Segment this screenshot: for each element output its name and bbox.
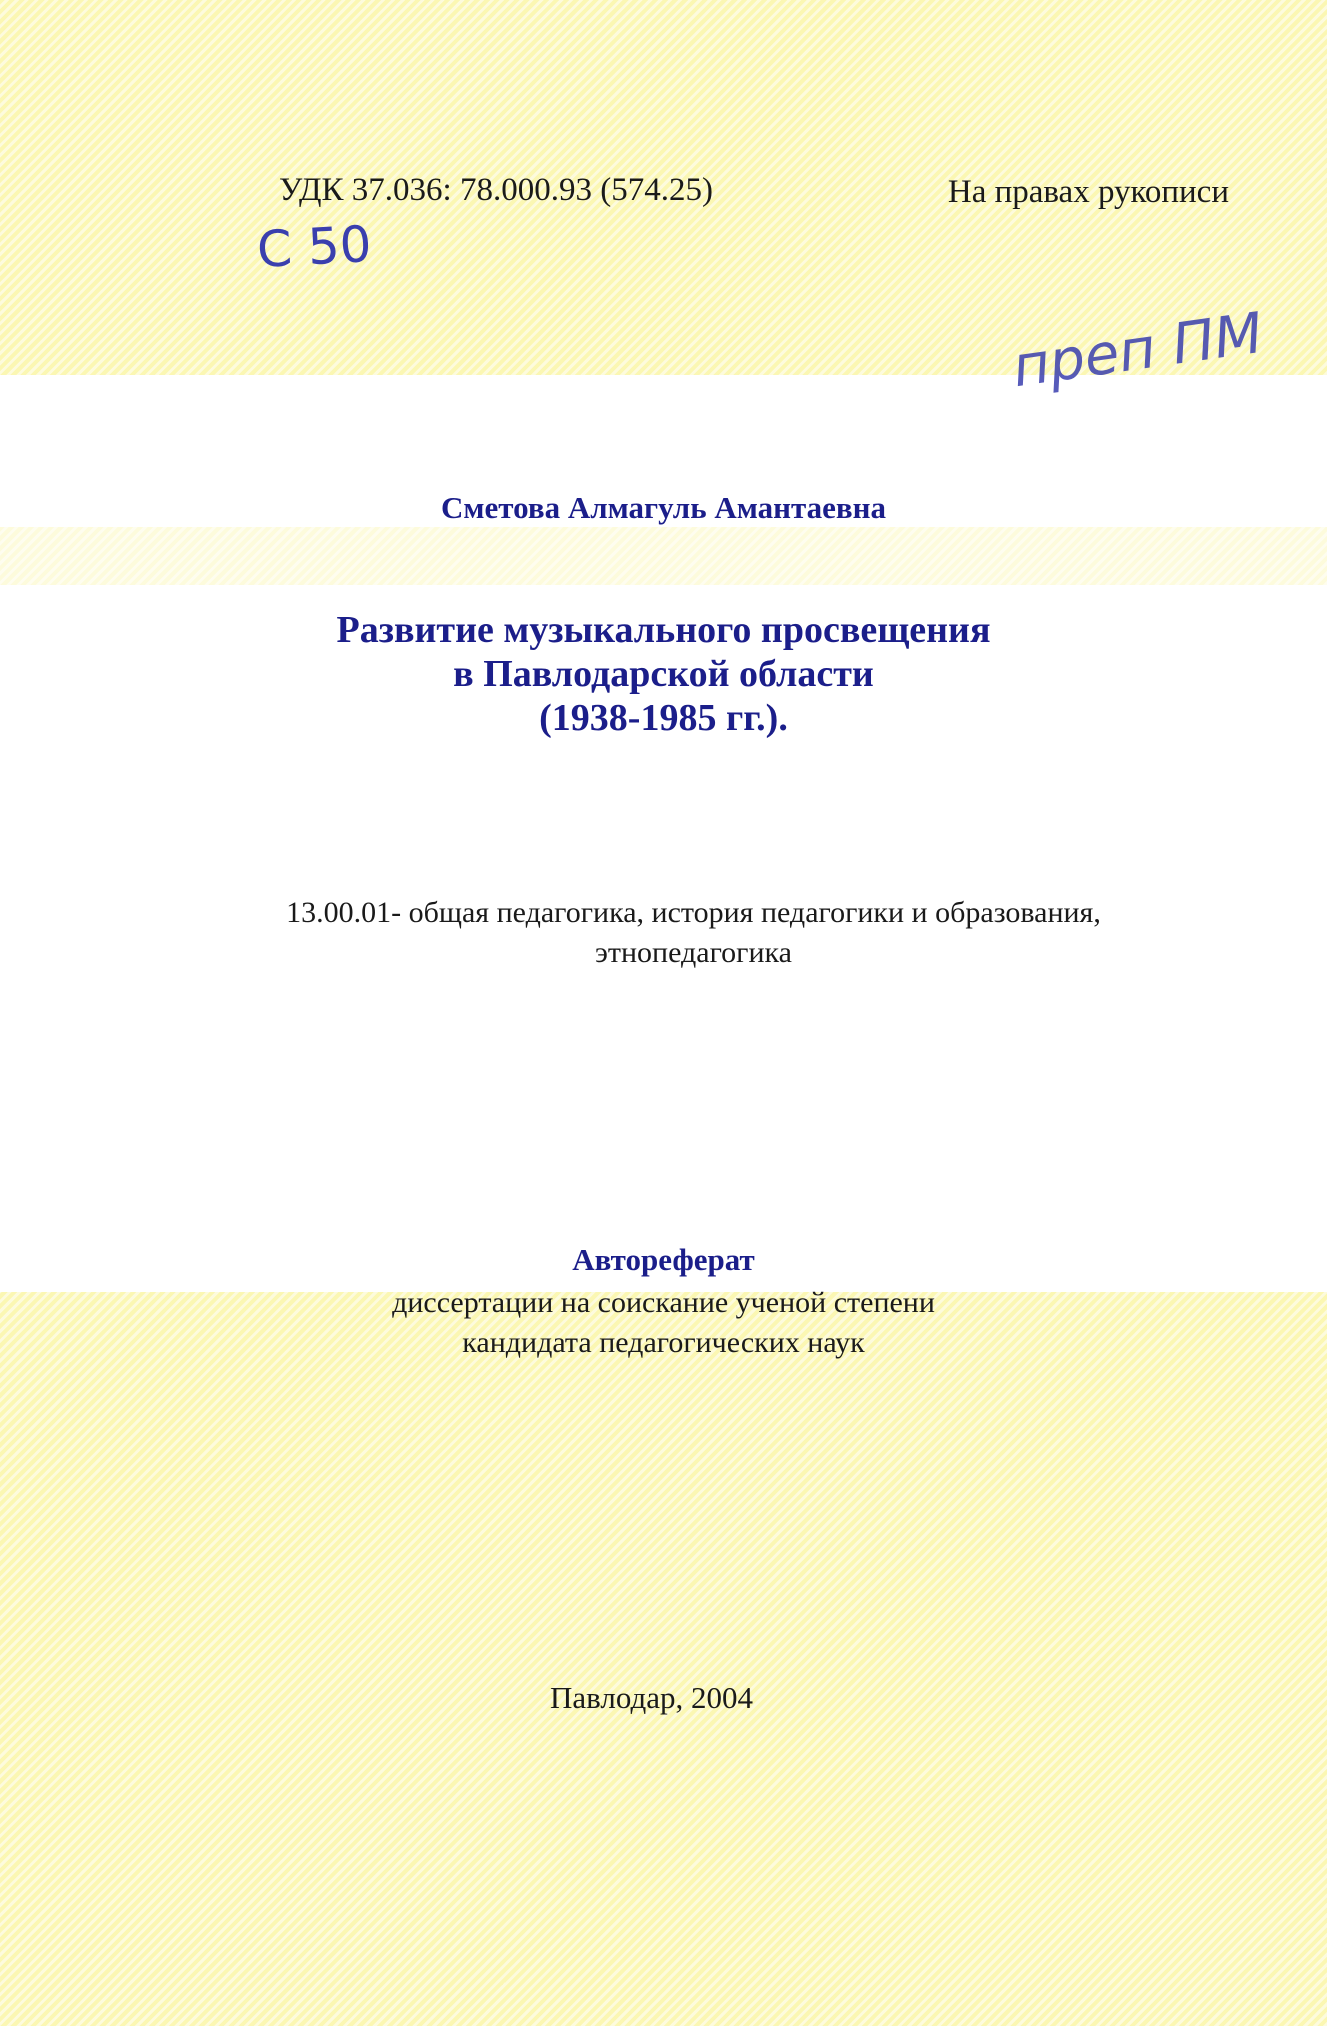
imprint-place-year: Павлодар, 2004 bbox=[550, 1680, 753, 1715]
title-line-1: Развитие музыкального просвещения bbox=[336, 609, 991, 651]
author-name: Сметова Алмагуль Амантаевна bbox=[441, 490, 886, 525]
degree-line-1: диссертации на соискание ученой степени bbox=[392, 1286, 935, 1319]
specialty-line-2: этнопедагогика bbox=[595, 936, 792, 969]
handwritten-code: C 50 bbox=[255, 215, 373, 279]
specialty bbox=[30, 893, 1327, 973]
yellow-band-middle bbox=[0, 527, 1327, 585]
udk-code: УДК 37.036: 78.000.93 (574.25) bbox=[279, 172, 713, 208]
title-line-3: (1938-1985 гг.). bbox=[539, 697, 788, 739]
work-kind: Автореферат bbox=[572, 1242, 755, 1277]
title-line-2: в Павлодарской области bbox=[453, 653, 874, 695]
degree-line-2: кандидата педагогических наук bbox=[462, 1326, 865, 1359]
document-title bbox=[0, 608, 1327, 740]
rights-notice: На правах рукописи bbox=[947, 174, 1229, 210]
specialty-line-1: 13.00.01- общая педагогика, история педагогики и образования, bbox=[286, 896, 1101, 929]
yellow-band-bottom bbox=[0, 1292, 1327, 2026]
degree-description bbox=[0, 1283, 1327, 1363]
handwritten-note: преп ПМ bbox=[1008, 300, 1267, 401]
